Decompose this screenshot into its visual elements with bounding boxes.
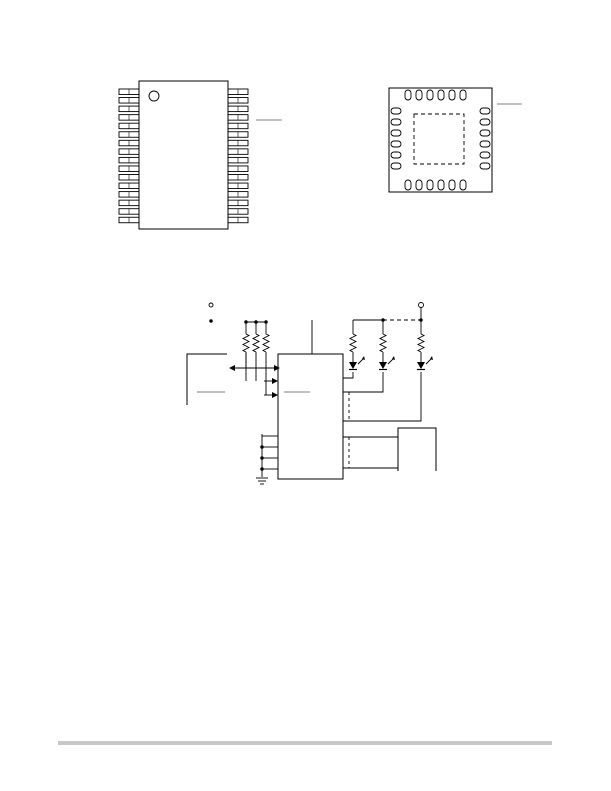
qfn-pin [427,90,433,100]
supply-terminal-icon [209,303,213,307]
ic-block [278,354,343,479]
ground-icon [256,478,268,484]
led1-return [343,372,353,378]
pullup-resistor-icon [253,334,259,352]
soic-package-figure [119,81,282,229]
qfn-pin [391,163,401,169]
qfn-body [389,88,492,192]
qfn-package-figure [389,88,522,192]
led-resistor-icon [350,334,356,352]
input-arrow-icon [272,392,278,398]
qfn-pin [391,119,401,125]
qfn-pin [449,90,455,100]
application-circuit [187,303,436,485]
qfn-pin [480,141,490,147]
qfn-pin [480,119,490,125]
pullup-resistor-icon [263,334,269,352]
junction-dot [210,320,213,323]
arrow-right-icon [274,365,280,371]
host-block-outline [187,354,227,405]
pullup-resistor-icon [243,334,249,352]
footer-rule [58,741,552,745]
qfn-pin [405,180,411,190]
qfn-pin [405,90,411,100]
soic-left-pins [119,89,139,223]
supply-terminal-icon [419,303,424,308]
qfn-pin [391,152,401,158]
junction-dot [261,457,264,460]
qfn-pins [391,90,490,190]
qfn-pin [416,180,422,190]
qfn-pin [438,90,444,100]
qfn-pin [416,90,422,100]
led-resistor-icon [380,334,386,352]
pin1-marker-icon [149,91,159,101]
qfn-pin [391,108,401,114]
qfn-pin [391,141,401,147]
qfn-pin [460,180,466,190]
led2-return [343,372,383,392]
led-icon [417,362,425,369]
led-icon [379,362,387,369]
pullup-resistors [243,321,269,395]
qfn-pin [460,90,466,100]
qfn-pin [427,180,433,190]
qfn-pin [480,108,490,114]
qfn-pin [480,130,490,136]
led-icon [349,362,357,369]
led-branches [349,320,433,370]
qfn-pin [438,180,444,190]
secondary-block-outline [398,428,436,471]
junction-dot [261,446,264,449]
qfn-pin [449,180,455,190]
arrow-left-icon [229,365,235,371]
qfn-pin [480,163,490,169]
qfn-pin [480,152,490,158]
led-resistor-icon [418,334,424,352]
soic-right-pins [228,89,248,223]
qfn-pin [391,130,401,136]
led3-return [343,372,421,421]
input-arrow-icon [272,378,278,384]
soic-body [139,81,228,229]
qfn-exposed-pad [414,114,464,164]
junction-dot [261,468,264,471]
